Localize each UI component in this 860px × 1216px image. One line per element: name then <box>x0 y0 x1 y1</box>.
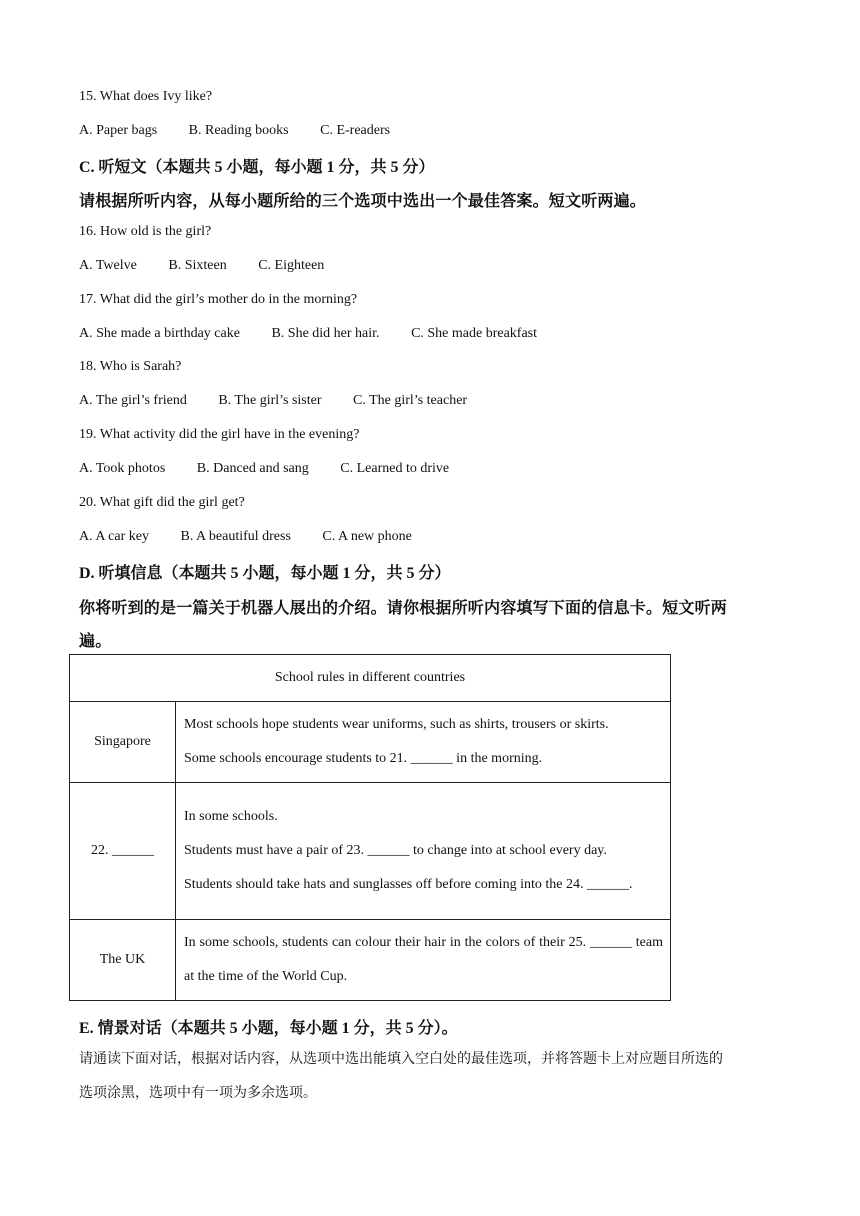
detail-line: In some schools, students can colour their hair in the colors of their 25. ______ team at the time of the World Cup. <box>184 935 663 984</box>
country-cell: Singapore <box>70 702 176 783</box>
table-row <box>70 783 671 920</box>
option-c: C. Learned to drive <box>340 461 450 476</box>
section-d-heading: D. 听填信息（本题共 5 小题，每小题 1 分，共 5 分） <box>79 565 451 582</box>
option-a: A. The girl’s friend <box>79 393 187 408</box>
section-c-heading: C. 听短文（本题共 5 小题，每小题 1 分，共 5 分） <box>79 159 435 176</box>
detail-line: Some schools encourage students to 21. ______ in the morning. <box>184 751 543 766</box>
section-d-instruction-line2: 遍。 <box>79 633 112 650</box>
option-a: A. Paper bags <box>79 123 158 138</box>
question-20: 20. What gift did the girl get? <box>79 495 245 510</box>
question-15-options <box>79 123 418 139</box>
table-row <box>70 920 671 1001</box>
section-e-instruction-line2: 选项涂黑，选项中有一项为多余选项。 <box>79 1086 317 1101</box>
table-title: School rules in different countries <box>70 655 671 702</box>
option-a: A. She made a birthday cake <box>79 326 240 341</box>
table-row <box>70 702 671 783</box>
section-e-instruction-line1: 请通读下面对话，根据对话内容，从选项中选出能填入空白处的最佳选项，并将答题卡上对应题目所选的 <box>79 1052 723 1067</box>
detail-line: Students must have a pair of 23. ______ to change into at school every day. <box>184 843 607 858</box>
option-c: C. She made breakfast <box>411 326 538 341</box>
option-b: B. She did her hair. <box>271 326 380 341</box>
detail-cell <box>176 702 671 783</box>
option-c: C. A new phone <box>322 529 412 544</box>
detail-line: Most schools hope students wear uniforms, such as shirts, trousers or skirts. <box>184 717 609 732</box>
country-cell: The UK <box>70 920 176 1001</box>
option-b: B. Reading books <box>188 123 289 138</box>
section-e-heading: E. 情景对话（本题共 5 小题，每小题 1 分，共 5 分）。 <box>79 1020 458 1037</box>
question-18-options <box>79 393 495 409</box>
option-b: B. A beautiful dress <box>180 529 291 544</box>
question-16: 16. How old is the girl? <box>79 224 212 239</box>
question-17-options <box>79 326 565 342</box>
question-17: 17. What did the girl’s mother do in the morning? <box>79 292 358 307</box>
question-16-options <box>79 258 352 274</box>
section-c-instruction: 请根据所听内容，从每小题所给的三个选项中选出一个最佳答案。短文听两遍。 <box>79 193 647 210</box>
option-b: B. Danced and sang <box>196 461 309 476</box>
question-20-options <box>79 529 440 545</box>
detail-cell <box>176 783 671 920</box>
country-cell: 22. ______ <box>70 783 176 920</box>
question-18: 18. Who is Sarah? <box>79 359 182 374</box>
section-d-instruction-line1: 你将听到的是一篇关于机器人展出的介绍。请你根据所听内容填写下面的信息卡。短文听两 <box>79 600 728 617</box>
option-a: A. Took photos <box>79 461 166 476</box>
detail-line: Students should take hats and sunglasses off before coming into the 24. ______. <box>184 877 633 892</box>
question-19-options <box>79 461 477 477</box>
question-15: 15. What does Ivy like? <box>79 89 213 104</box>
option-a: A. Twelve <box>79 258 137 273</box>
detail-cell <box>176 920 671 1001</box>
question-19: 19. What activity did the girl have in the evening? <box>79 427 360 442</box>
option-b: B. The girl’s sister <box>218 393 322 408</box>
option-a: A. A car key <box>79 529 149 544</box>
option-b: B. Sixteen <box>168 258 227 273</box>
option-c: C. Eighteen <box>258 258 325 273</box>
option-c: C. The girl’s teacher <box>353 393 468 408</box>
option-c: C. E-readers <box>320 123 391 138</box>
info-card-table <box>69 654 671 1001</box>
detail-line: In some schools. <box>184 809 278 824</box>
